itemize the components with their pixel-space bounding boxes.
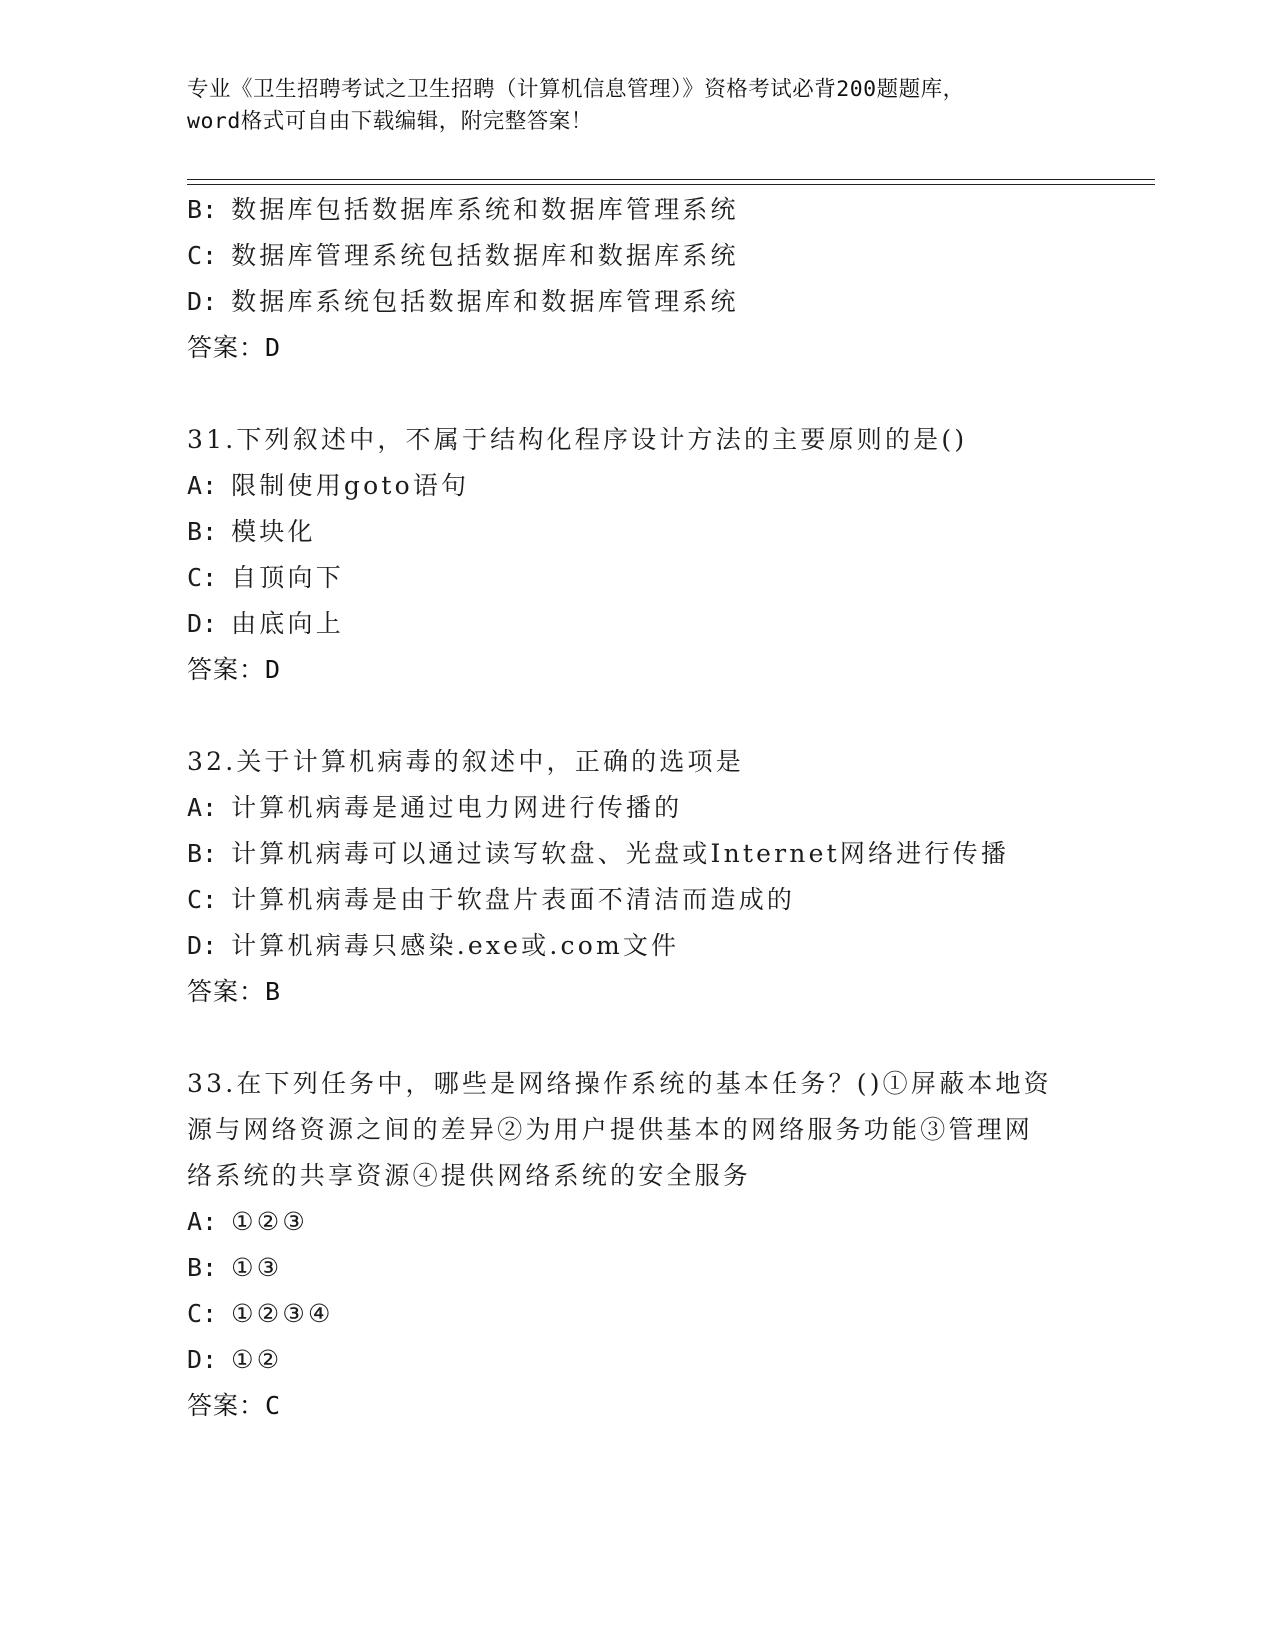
option-c xyxy=(187,555,1087,601)
option-label: A: xyxy=(187,471,218,500)
option-d xyxy=(187,1337,1087,1383)
answer-label: 答案： xyxy=(187,1391,266,1420)
option-label: C: xyxy=(187,241,218,270)
option-b xyxy=(187,831,1087,877)
answer-line xyxy=(187,647,1087,693)
option-label: D: xyxy=(187,1345,218,1374)
question-stem-line-2: 源与网络资源之间的差异②为用户提供基本的网络服务功能③管理网 xyxy=(187,1115,1034,1144)
answer-label: 答案： xyxy=(187,333,266,362)
option-text: 限制使用goto语句 xyxy=(231,471,470,500)
question-list xyxy=(187,187,1087,1429)
question-stem: 31.下列叙述中，不属于结构化程序设计方法的主要原则的是() xyxy=(187,425,968,454)
header-line-1: 专业《卫生招聘考试之卫生招聘（计算机信息管理）》资格考试必背200题题库， xyxy=(187,77,965,102)
option-c xyxy=(187,877,1087,923)
option-label: D: xyxy=(187,287,218,316)
answer-value: D xyxy=(265,655,282,684)
question-stem: 32.关于计算机病毒的叙述中，正确的选项是 xyxy=(187,747,744,776)
option-label: A: xyxy=(187,1207,218,1236)
answer-label: 答案： xyxy=(187,977,266,1006)
option-a xyxy=(187,1199,1087,1245)
answer-line xyxy=(187,325,1087,371)
option-c xyxy=(187,1291,1087,1337)
answer-value: B xyxy=(265,977,282,1006)
option-text: ①② xyxy=(231,1345,283,1374)
option-text: 模块化 xyxy=(231,517,316,546)
option-label: A: xyxy=(187,793,218,822)
option-label: D: xyxy=(187,609,218,638)
option-label: B: xyxy=(187,517,218,546)
answer-line xyxy=(187,969,1087,1015)
option-text: ①②③④ xyxy=(231,1299,334,1328)
question-stem-line-3: 络系统的共享资源④提供网络系统的安全服务 xyxy=(187,1161,752,1190)
question-32 xyxy=(187,739,1087,1015)
header-line-2: word格式可自由下载编辑，附完整答案！ xyxy=(187,109,593,134)
question-33 xyxy=(187,1061,1087,1429)
option-label: D: xyxy=(187,931,218,960)
question-30 xyxy=(187,187,1087,371)
option-text: 计算机病毒只感染.exe或.com文件 xyxy=(231,931,680,960)
option-text: 自顶向下 xyxy=(231,563,344,592)
option-label: C: xyxy=(187,563,218,592)
question-spacer xyxy=(187,1015,1087,1061)
answer-value: C xyxy=(265,1391,282,1420)
option-text: 计算机病毒可以通过读写软盘、光盘或Internet网络进行传播 xyxy=(231,839,1010,868)
document-header xyxy=(187,74,1087,138)
answer-value: D xyxy=(265,333,282,362)
option-text: 数据库系统包括数据库和数据库管理系统 xyxy=(231,287,739,316)
option-text: 由底向上 xyxy=(231,609,344,638)
option-label: B: xyxy=(187,839,218,868)
option-text: 计算机病毒是由于软盘片表面不清洁而造成的 xyxy=(231,885,796,914)
question-spacer xyxy=(187,371,1087,417)
option-b xyxy=(187,509,1087,555)
option-c xyxy=(187,233,1087,279)
option-d xyxy=(187,923,1087,969)
question-31 xyxy=(187,417,1087,693)
option-b xyxy=(187,1245,1087,1291)
option-label: B: xyxy=(187,195,218,224)
option-label: B: xyxy=(187,1253,218,1282)
option-text: ①②③ xyxy=(231,1207,308,1236)
option-label: C: xyxy=(187,885,218,914)
option-d xyxy=(187,279,1087,325)
answer-line xyxy=(187,1383,1087,1429)
option-text: 数据库管理系统包括数据库和数据库系统 xyxy=(231,241,739,270)
option-text: ①③ xyxy=(231,1253,283,1282)
option-b xyxy=(187,187,1087,233)
question-stem-line-1: 33.在下列任务中，哪些是网络操作系统的基本任务？()①屏蔽本地资 xyxy=(187,1069,1052,1098)
option-text: 数据库包括数据库系统和数据库管理系统 xyxy=(231,195,739,224)
option-a xyxy=(187,463,1087,509)
header-rule-bottom xyxy=(187,184,1155,185)
answer-label: 答案： xyxy=(187,655,266,684)
option-a xyxy=(187,785,1087,831)
question-spacer xyxy=(187,693,1087,739)
header-rule-top xyxy=(187,179,1155,180)
option-d xyxy=(187,601,1087,647)
option-label: C: xyxy=(187,1299,218,1328)
option-text: 计算机病毒是通过电力网进行传播的 xyxy=(231,793,683,822)
